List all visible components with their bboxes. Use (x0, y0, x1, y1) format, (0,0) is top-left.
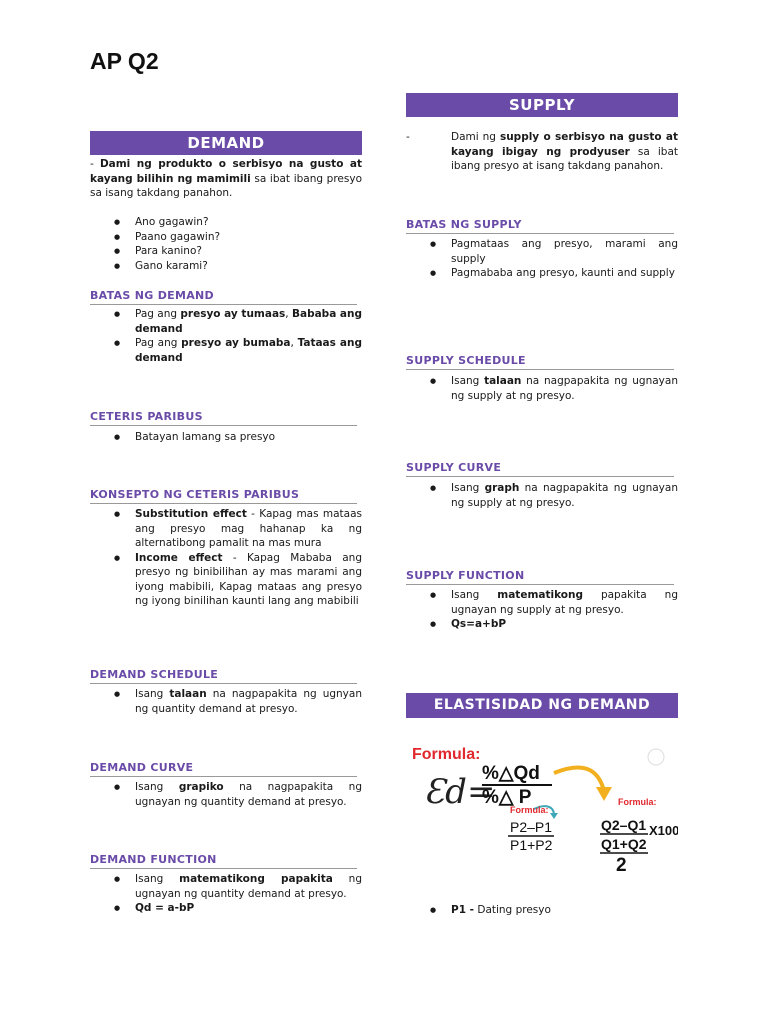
list-item: ● Substitution effect - Kapag mas mataas ang presyo mag hahanap ka ng alternatibong pamalit na mas mura (90, 507, 362, 551)
divide-by-two: 2 (616, 855, 627, 876)
list-item: ● P1 - Dating presyo (406, 903, 678, 918)
q-numerator: Q2–Q1 (601, 817, 647, 833)
list-item: ● Isang graph na nagpapakita ng ugnayan ng supply at ng presyo. (406, 481, 678, 510)
x100-label: X100 (649, 823, 678, 838)
supply-def-dash: - (406, 131, 410, 143)
elasticity-formula-image (406, 737, 678, 897)
formula-numerator: %△Qd (482, 763, 540, 784)
demand-banner: DEMAND (90, 131, 362, 155)
formula-small-label-2: Formula: (618, 797, 657, 807)
list-item: ● Qd = a-bP (90, 901, 362, 916)
list-item: ● Qs=a+bP (406, 617, 678, 632)
supply-schedule-heading: SUPPLY SCHEDULE (406, 354, 674, 370)
list-item: ● Pag ang presyo ay bumaba, Tataas ang demand (90, 336, 362, 365)
list-item: ● Isang grapiko na nagpapakita ng ugnayan ng quantity demand at presyo. (90, 780, 362, 809)
demand-schedule-heading: DEMAND SCHEDULE (90, 668, 357, 684)
demand-function-heading: DEMAND FUNCTION (90, 853, 357, 869)
batas-ng-supply-heading: BATAS NG SUPPLY (406, 218, 674, 234)
ceteris-paribus-heading: CETERIS PARIBUS (90, 410, 357, 426)
formula-label: Formula: (412, 746, 481, 763)
list-item: ● Isang talaan na nagpapakita ng ugnyan ng quantity demand at presyo. (90, 687, 362, 716)
demand-curve-list (90, 780, 362, 809)
supply-banner: SUPPLY (406, 93, 678, 117)
list-item: ● Para kanino? (90, 244, 362, 259)
list-item: ● Batayan lamang sa presyo (90, 430, 362, 445)
supply-function-heading: SUPPLY FUNCTION (406, 569, 674, 585)
formula-small-label-1: Formula: (510, 805, 549, 815)
watermark-icon (648, 749, 664, 765)
list-item: ● Pagmababa ang presyo, kaunti and supply (406, 266, 678, 281)
list-item: ● Pagmataas ang presyo, marami ang supply (406, 237, 678, 266)
list-item: ● Isang talaan na nagpapakita ng ugnayan ng supply at ng presyo. (406, 374, 678, 403)
arrowhead-icon (596, 787, 612, 801)
supply-curve-heading: SUPPLY CURVE (406, 461, 674, 477)
demand-questions-list (90, 215, 362, 273)
formula-denominator: %△ P (482, 787, 532, 808)
ed-symbol: Ɛd= (424, 772, 496, 812)
list-item: ● Isang matematikong papakita ng ugnayan ng supply at ng presyo. (406, 588, 678, 617)
demand-schedule-list (90, 687, 362, 716)
p-denominator: P1+P2 (510, 837, 553, 853)
supply-schedule-list (406, 374, 678, 403)
konsepto-list (90, 507, 362, 609)
elastisidad-banner: ELASTISIDAD NG DEMAND (406, 693, 678, 718)
formula-graphic (406, 737, 678, 897)
elastisidad-list (406, 903, 678, 918)
batas-ng-demand-list (90, 307, 362, 365)
list-item: ● Income effect - Kapag Mababa ang presyo ng binibilihan ay mas marami ang iyong mabibili, Kapag mataas ang presyo ng iyong binilihan kaunti lang ang mabibili (90, 551, 362, 609)
batas-ng-supply-list (406, 237, 678, 281)
batas-ng-demand-heading: BATAS NG DEMAND (90, 289, 357, 305)
supply-curve-list (406, 481, 678, 510)
list-item: ● Pag ang presyo ay tumaas, Bababa ang demand (90, 307, 362, 336)
p-numerator: P2–P1 (510, 819, 553, 835)
demand-function-list (90, 872, 362, 916)
list-item: ● Isang matematikong papakita ng ugnayan ng quantity demand at presyo. (90, 872, 362, 901)
demand-definition: - Dami ng produkto o serbisyo na gusto at kayang bilihin ng mamimili sa ibat ibang presyo sa isang takdang panahon. (90, 158, 362, 199)
q-denominator: Q1+Q2 (601, 836, 647, 852)
list-item: ● Ano gagawin? (90, 215, 362, 230)
supply-function-list (406, 588, 678, 632)
konsepto-heading: KONSEPTO NG CETERIS PARIBUS (90, 488, 357, 504)
demand-curve-heading: DEMAND CURVE (90, 761, 357, 777)
ceteris-paribus-list (90, 430, 362, 445)
list-item: ● Gano karami? (90, 259, 362, 274)
list-item: ● Paano gagawin? (90, 230, 362, 245)
supply-definition: Dami ng supply o serbisyo na gusto at kayang ibigay ng prodyuser sa ibat ibang presyo at isang takdang panahon. (451, 131, 678, 172)
page-title: AP Q2 (90, 48, 159, 74)
